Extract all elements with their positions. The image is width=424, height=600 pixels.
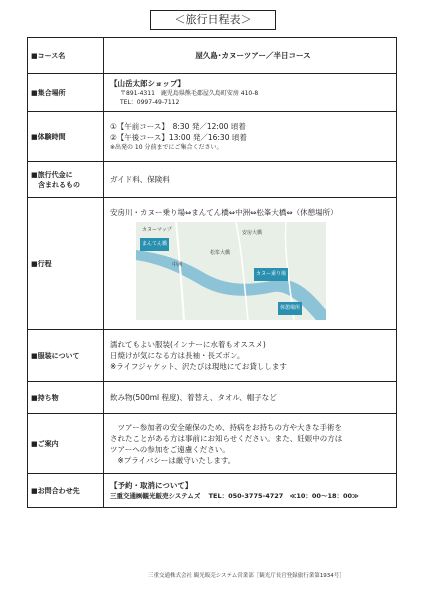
map-label-matsumine: 松峯大橋	[210, 250, 231, 256]
label-course: ■コース名	[28, 38, 104, 74]
duration-note: ※出発の 10 分前までにご集合ください。	[110, 144, 223, 151]
label-notice: ■ご案内	[28, 414, 104, 474]
row-price	[28, 162, 397, 198]
clothing-info	[104, 330, 397, 382]
page-title: ＜旅行日程表＞	[150, 10, 276, 30]
shop-tel: TEL：0997-49-7112	[120, 99, 180, 106]
notice-line: ツアー参加者の安全確保のため、持病をお持ちの方や大きな手術を	[110, 422, 342, 432]
contact-info	[104, 474, 397, 508]
label-price-2: 含まれるもの	[31, 180, 80, 189]
row-items	[28, 382, 397, 414]
contact-line	[110, 491, 396, 502]
notice-line: ツアーへの参加をご遠慮ください。	[110, 444, 230, 454]
label-price-1: ■旅行代金に	[31, 170, 73, 179]
contact-head: 【予約・取消について】	[110, 480, 193, 490]
label-duration: ■体験時間	[28, 112, 104, 162]
shop-name: 【山岳太郎ショップ】	[110, 79, 185, 88]
notice-line: されたことがある方は事前にお知らせください。また、妊娠中の方は	[110, 433, 343, 443]
itinerary-info	[104, 198, 397, 330]
schedule-table	[27, 37, 397, 508]
clothing-line: 濡れてもよい服装(インナーに水着もオススメ)	[110, 340, 266, 349]
row-itinerary	[28, 198, 397, 330]
row-notice	[28, 414, 397, 474]
label-price	[28, 162, 104, 198]
meeting-info	[104, 74, 397, 112]
duration-info	[104, 112, 397, 162]
label-contact: ■お問合わせ先	[28, 474, 104, 508]
items-info: 飲み物(500ml 程度)、着替え、タオル、帽子など	[104, 382, 397, 414]
notice-info	[104, 414, 397, 474]
map-label-manten: まんてん橋	[140, 238, 169, 251]
route-text: 安房川・カヌー乗り場⇔まんてん橋⇔中洲⇔松峯大橋⇔（休憩場所）	[110, 208, 338, 217]
map-label-boarding: カヌー乗り場	[254, 268, 288, 281]
am-course: ①【午前コース】 8:30 発／12:00 頃着	[110, 122, 246, 131]
row-course	[28, 38, 397, 74]
label-clothing: ■服装について	[28, 330, 104, 382]
course-name: 屋久島･カヌーツアー／半日コース	[104, 38, 397, 74]
pm-course: ②【午後コース】13:00 発／16:30 頃着	[110, 133, 247, 142]
map-label-nakasu: 中洲	[172, 262, 183, 268]
label-meeting: ■集合場所	[28, 74, 104, 112]
price-includes: ガイド料、保険料	[104, 162, 397, 198]
clothing-line: 日焼けが気になる方は長袖・長ズボン。	[110, 351, 245, 360]
clothing-line: ※ライフジャケット、沢たびは現地にてお貸しします	[110, 362, 287, 371]
notice-line: ※プライバシーは厳守いたします。	[110, 455, 236, 465]
row-duration	[28, 112, 397, 162]
row-contact	[28, 474, 397, 508]
map-label-ambo-bridge: 安房大橋	[242, 230, 263, 236]
label-items: ■持ち物	[28, 382, 104, 414]
contact-company: 三重交通㈱観光販売システムズ	[110, 491, 201, 500]
contact-hours: ≪10：00～18：00≫	[289, 491, 359, 500]
canoe-map	[136, 222, 326, 320]
label-itinerary: ■行程	[28, 198, 104, 330]
row-clothing	[28, 330, 397, 382]
contact-tel: TEL：050-3775-4727	[208, 491, 284, 500]
map-label-rest: 休憩場所	[278, 302, 302, 315]
row-meeting	[28, 74, 397, 112]
shop-address: 〒891-4311 鹿児島県熊毛郡屋久島町安房 410-8	[120, 90, 259, 97]
map-label-title: カヌーマップ	[142, 227, 172, 233]
footer-note: 三重交通株式会社 観光販売システム営業部［観光庁長官登録旅行業第1934号］	[148, 573, 345, 579]
